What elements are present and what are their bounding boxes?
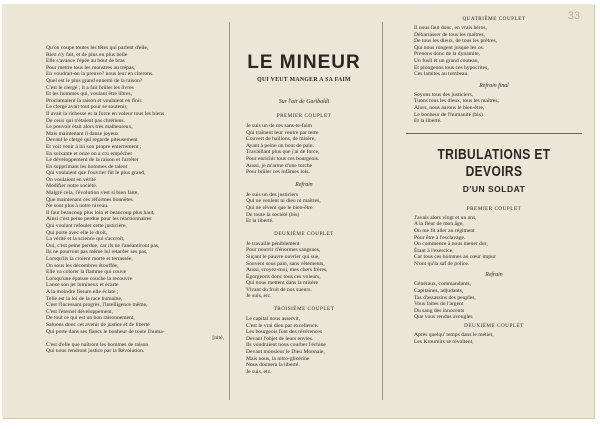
verse-line: On me fit aller au régiment: [414, 227, 475, 234]
poem-line: En voudrait-on la preuve? nous leur en citerons.: [46, 71, 154, 78]
verse-line: Pour être à l'esclavage.: [414, 234, 466, 241]
poem-line: Modifier notre société.: [46, 183, 98, 190]
soldat-refrain: [414, 281, 582, 321]
verse-line: Je travaille péniblement: [246, 240, 300, 247]
song-subtitle: QUI VEUT MANGER A SA FAIM: [257, 77, 351, 83]
poem-line: On voulaient en vérité: [46, 176, 96, 183]
verse-line: Qui traînent leur ventre par terre: [246, 129, 319, 136]
poem-line: Lorsqu'une épaisse couche la recouvre: [46, 275, 133, 282]
verse-line: Souvent sous pain, sans vêtements,: [246, 260, 325, 267]
poem-line: Et les hommes qui, voulant être libres,: [46, 91, 133, 98]
left-column-poem: [46, 45, 224, 355]
verse-line: Devant monsieur le Dieu Monnaie,: [246, 349, 325, 356]
verse-line: Tas d'assassins des peuples,: [414, 294, 476, 301]
verse-line: Les Kroumirs se révoltent,: [414, 338, 474, 345]
verse-line: Alors, nous aurons le bien-être,: [414, 104, 485, 111]
verse-line: Travaillant plus que j'ai de force,: [246, 149, 320, 156]
song-title-tribulations: TRIBULATIONS ET DEVOIRS: [437, 145, 551, 180]
verse-line: Un fusil et un grand couteau,: [414, 57, 479, 64]
refrain: [246, 192, 374, 225]
newspaper-page: [2, 4, 594, 418]
right-column: [406, 14, 582, 345]
couplet-3: [246, 316, 374, 375]
verse-line: Devant l'objet de leurs envies.: [246, 335, 314, 342]
poem-line: [nité,: [212, 335, 224, 342]
verse-line: Il nous faut donc, en vrais héros,: [414, 25, 488, 31]
verse-line: Et la liberté.: [414, 118, 442, 125]
verse-line: Et plongeons tous ces hypocrites,: [414, 64, 489, 71]
refrain-heading: Refrain: [485, 272, 503, 279]
section-divider: [406, 133, 582, 134]
verse-line: Pour enrichir tous ces bourgeois.: [246, 155, 320, 162]
soldat-couplet-2: [414, 332, 582, 345]
verse-line: De tous les dieux, de tous les prêtres,: [414, 38, 498, 45]
poem-line: Le clergé avait tout pour se soutenir,: [46, 104, 128, 111]
verse-line: Couvert de haillons, de misère,: [246, 136, 316, 143]
verse-line: Nous donnera la liberté.: [246, 362, 300, 369]
verse-line: Car tous ces hommes au cœur impur: [414, 254, 496, 261]
poem-line: Qu'on coupe toutes les têtes qui parlent d'elle,: [46, 45, 149, 51]
couplet-heading: DEUXIÈME COUPLET: [464, 323, 524, 330]
poem-line: Ils ne pourront pas même lui retarder ses pas,: [46, 249, 148, 256]
poem-line: Qui voulant refouler cette justicière,: [46, 223, 127, 230]
couplet-1: [246, 123, 374, 176]
verse-line: Qui nous mettent dans la misère: [246, 280, 318, 287]
poem-line: Qui nous rendront justice par la Révolution.: [46, 348, 145, 355]
couplet-heading: PREMIER COUPLET: [466, 205, 522, 212]
poem-line: Saluons donc cet avenir de justice et de liberté: [46, 321, 150, 328]
verse-line: Que vous rendus aveugles: [414, 314, 473, 321]
verse-line: Je suis, etc.: [246, 368, 272, 375]
couplet-4: [414, 25, 582, 78]
poem-line: C'est l'incessant progrès, l'intelligence même,: [46, 302, 148, 309]
poem-line: En soixante et onze on a cru empêcher: [46, 150, 133, 157]
song-subtitle-soldat: D'UN SOLDAT: [462, 183, 526, 194]
poem-line: On sous les décombres étouffée,: [46, 262, 119, 269]
poem-line: En supprimant les hommes de talent: [46, 163, 128, 170]
verse-line: Pour nourrir d'énormes sangsues,: [246, 247, 321, 254]
verse-line: Mais nous, la nitro-glicérine: [246, 355, 310, 362]
verse-line: Ayant à peine un bout de pain.: [246, 142, 314, 149]
poem-line: C'est l'éternel développement,: [46, 308, 114, 315]
verse-line: Capitaines, adjudants,: [414, 288, 464, 295]
refrain-heading: Refrain: [295, 181, 313, 188]
verse-line: Le capital nous asservit,: [246, 316, 301, 323]
verse-line: Les bourgeois font des révérences: [246, 329, 323, 336]
verse-line: Qui ne rêvent que le bien-être: [246, 204, 313, 211]
refrain-final: [414, 92, 582, 125]
verse-line: Qui nous rongent jusque les os.: [414, 44, 485, 51]
poem-line: Qui voulaient que l'ouvrier fût le plus grand,: [46, 170, 146, 177]
poem-line: Qui porte avec elle le droit,: [46, 229, 108, 236]
poem-line: Devant le clergé qui regarde piteusement: [46, 137, 138, 144]
verse-line: Suçant le pauvre ouvrier qui sue,: [246, 253, 320, 260]
couplet-heading: PREMIER COUPLET: [276, 113, 332, 119]
poem-line: Lance son jet lumineux et écarte: [46, 282, 119, 289]
verse-line: A la fleur de mon âge,: [414, 221, 464, 228]
poem-line: De tout ce qui est un bon raisonnement,: [46, 315, 135, 322]
verse-line: Étant à l'exercice,: [414, 247, 454, 254]
middle-column: [234, 52, 374, 375]
poem-line: Le développement de la raison et l'arrêter: [46, 157, 139, 164]
verse-line: Tuons tous les dieux, tous les maîtres,: [414, 98, 499, 105]
poem-line: C'est d'elle que naîtront les hommes de raison: [46, 341, 149, 348]
verse-line: Ils voudraient nous courber l'échine: [246, 342, 326, 349]
verse-line: Je suis, etc.: [246, 293, 272, 300]
poem-line: Mais maintenant il danse joyeux: [46, 130, 119, 137]
verse-line: Je suis un des justiciers: [246, 191, 299, 198]
poem-line: Elle s'avance l'épée au bout de bras: [46, 58, 125, 65]
couplet-heading: DEUXIÈME COUPLET: [274, 230, 334, 237]
verse-line: Ces lamites au tombeau.: [414, 71, 469, 78]
poem-line: Le pouvoir était alors très malheureux,: [46, 124, 133, 131]
verse-line: Qui ne veulent ni dieu ni maîtres,: [246, 198, 321, 205]
couplet-2: [246, 241, 374, 300]
verse-line: C'est le vrai dieu par excellence.: [246, 322, 319, 329]
refrain-final-heading: Refrain final: [479, 82, 509, 89]
column-divider-left: [229, 22, 230, 400]
verse-line: Égorgeons donc tous ces voleurs,: [246, 273, 321, 280]
poem-line: Quel est le plus grand ennemi de la raison?: [46, 77, 143, 84]
poem-line: Telle est la loi de la race humaine,: [46, 295, 123, 302]
soldat-couplet-1: [414, 215, 582, 268]
poem-line: C'est le clergé ; il a fait brûler les livres: [46, 84, 134, 91]
verse-line: Et la liberté.: [246, 218, 274, 225]
poem-line: A la moindre fissure elle éclate ;: [46, 288, 119, 295]
column-divider-right: [382, 22, 383, 400]
verse-line: Pour brûler ces infâmes lois.: [246, 169, 310, 176]
page-number: 33: [567, 10, 580, 22]
verse-line: De toute la société (bis): [246, 211, 300, 218]
poem-line: Il avait la richesse et la force en voleur tous les biens: [46, 110, 165, 117]
verse-line: Soyons tous des justiciers,: [414, 91, 474, 98]
poem-line: Proclamaient la raison et voulaient en finir.: [46, 97, 143, 104]
couplet-heading: TROISIÈME COUPLET: [273, 306, 335, 313]
verse-line: Prenons donc de la dynamite,: [414, 51, 481, 58]
verse-line: Aussi, je m'arme d'une torche: [246, 162, 313, 169]
poem-line: Rien n'y fait, et de plus en plus belle: [46, 51, 128, 58]
poem-line: Lorsqu'ils la croient morte et terrassée,: [46, 256, 133, 262]
verse-line: Aussi, croyez-moi, mes chers frères,: [246, 267, 328, 274]
poem-line: Ainsi c'est peine perdue pour les réactionnaires: [46, 216, 152, 223]
air-indication: Sur l'air de Garibaldi: [278, 99, 330, 105]
poem-line: Malgré cela, l'évolution s'est si bien faite,: [46, 190, 139, 197]
poem-line: Elle va colorer la flamme qui couve: [46, 269, 127, 276]
poem-line: Oui, c'est peine perdue, car ils ne l'anéantiront pas,: [46, 242, 160, 249]
couplet-heading: QUATRIÈME COUPLET: [462, 16, 526, 22]
verse-line: Vivant du fruit de nos sueurs.: [246, 286, 312, 293]
verse-line: Débarrasser de tous les maîtres,: [414, 31, 485, 38]
verse-line: Je suis un de ces sans-te-faim: [246, 123, 313, 129]
poem-line: Il faut beaucoup plus loin et beaucoup plus haut,: [46, 209, 155, 216]
verse-line: Généraux, commandants,: [414, 281, 472, 288]
poem-line: Qui porte dans ses flancs le bonheur de toute l'huma-: [46, 328, 165, 335]
song-title-le-mineur: LE MINEUR: [247, 52, 361, 73]
poem-line: Et voit venir à lui son propre enterrement ;: [46, 143, 142, 150]
verse-line: Après quelqu' temps dans le métier,: [414, 332, 494, 339]
verse-line: J'avais alors vingt et un ans,: [414, 214, 477, 221]
verse-line: Vous faites du l'argent: [414, 301, 464, 308]
poem-line: La vérité et la science qui s'accroît,: [46, 236, 125, 243]
poem-line: Ne sont plus à notre niveau.: [46, 203, 109, 210]
poem-line: Que maintenant ces réformes honnêtes: [46, 196, 133, 203]
verse-line: Le bonheur de l'humanité (bis): [414, 111, 483, 118]
verse-line: Du sang des innocents: [414, 307, 465, 314]
poem-line: Pour mettre tous les monstres au trépas,: [46, 64, 136, 71]
verse-line: N'ont qu'la saf de police.: [414, 260, 470, 267]
poem-line: De ceux qui n'étaient pas chrétiens.: [46, 117, 125, 124]
verse-line: On commence à nous mener dur,: [414, 241, 488, 248]
